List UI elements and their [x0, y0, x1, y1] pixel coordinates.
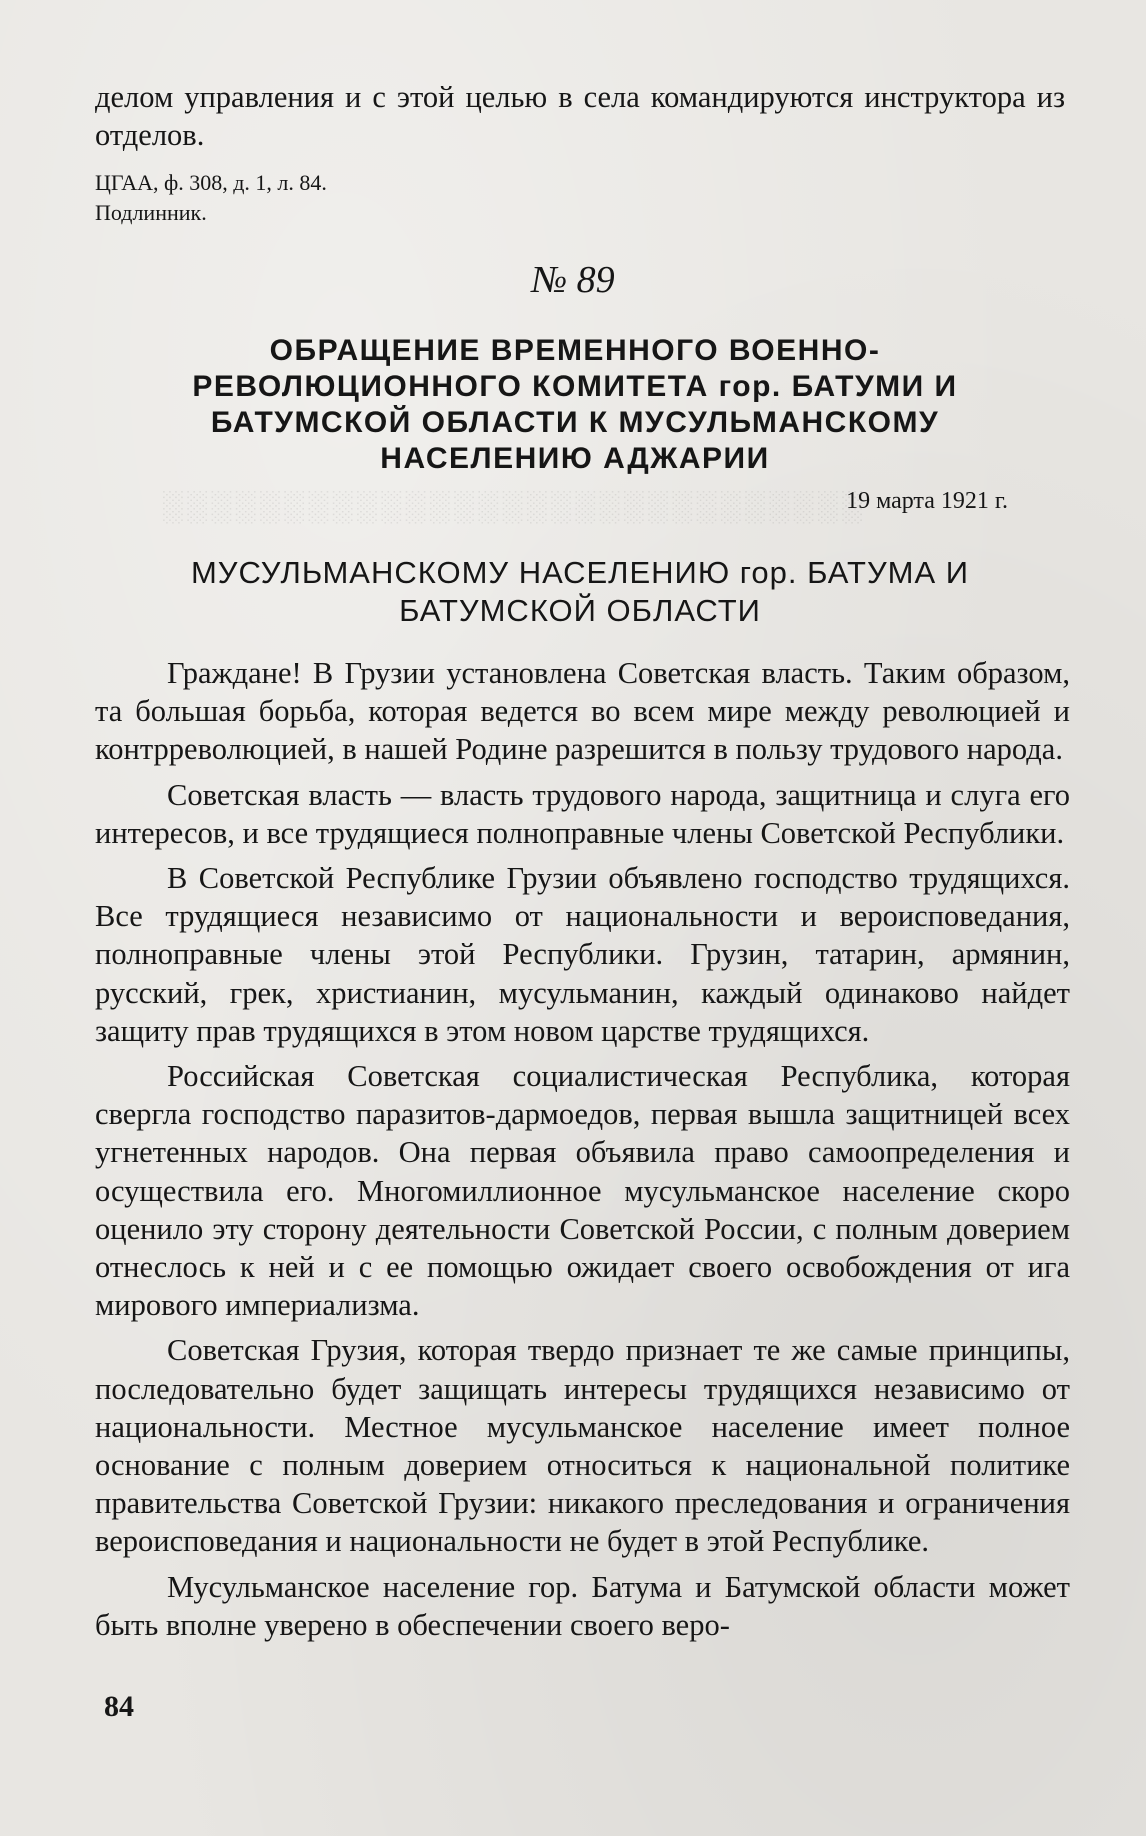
archive-reference: ЦГАА, ф. 308, д. 1, л. 84.: [95, 170, 327, 195]
page-number: 84: [104, 1690, 134, 1723]
paragraph: Советская Грузия, которая твердо признает те же самые принципы, последовательно будет защищать интересы трудящихся независимо от национальности. Местное мусульманское население имеет полное основание с полным доверием относиться к национальной политике правительства Советской Грузии: никакого преследования и ограничения вероисповедания и национальности не будет в этой Республике.: [95, 1333, 1070, 1559]
original-note: Подлинник.: [95, 200, 207, 225]
document-date: 19 марта 1921 г.: [846, 488, 1008, 514]
paragraph: Советская власть — власть трудового народа, защитница и слуга его интересов, и все трудящиеся полноправные члены Советской Республики.: [95, 777, 1070, 850]
paragraph: Российская Советская социалистическая Республика, которая свергла господство паразитов-дармоедов, первая вышла защитницей всех угнетенных народов. Она первая объявила право самоопределения и осуществила его. Многомиллионное мусульманское население скоро оценило эту сторону деятельности Советской России, с полным доверием отнеслось к ней и с ее помощью ожидает своего освобождения от ига мирового империализма.: [95, 1059, 1070, 1323]
continuation-text: делом управления и с этой целью в села командируются инструктора из отделов.: [95, 80, 1065, 152]
paragraph: Мусульманское население гор. Батума и Батумской области может быть вполне уверено в обеспечении своего веро-: [95, 1569, 1070, 1642]
document-body: [95, 654, 1070, 1651]
source-reference: [95, 168, 695, 228]
document-number: № 89: [531, 259, 615, 301]
document-address: МУСУЛЬМАНСКОМУ НАСЕЛЕНИЮ гор. БАТУМА И БАТУМСКОЙ ОБЛАСТИ: [190, 555, 970, 628]
document-title: ОБРАЩЕНИЕ ВРЕМЕННОГО ВОЕННО-РЕВОЛЮЦИОННОГО КОМИТЕТА гор. БАТУМИ И БАТУМСКОЙ ОБЛАСТИ К МУСУЛЬМАНСКОМУ НАСЕЛЕНИЮ АДЖАРИИ: [192, 334, 958, 475]
paragraph: Граждане! В Грузии установлена Советская власть. Таким образом, та большая борьба, которая ведется во всем мире между революцией и контрреволюцией, в нашей Родине разрешится в пользу трудового народа.: [95, 656, 1070, 767]
paragraph: В Советской Республике Грузии объявлено господство трудящихся. Все трудящиеся независимо от национальности и вероисповедания, полноправные члены этой Республики. Грузин, татарин, армянин, русский, грек, христианин, мусульманин, каждый одинаково найдет защиту прав трудящихся в этом новом царстве трудящихся.: [95, 861, 1070, 1048]
bleed-through: ░░░░░░░░░░░░░░░░░░░░░░░░░░░░░: [160, 490, 864, 523]
